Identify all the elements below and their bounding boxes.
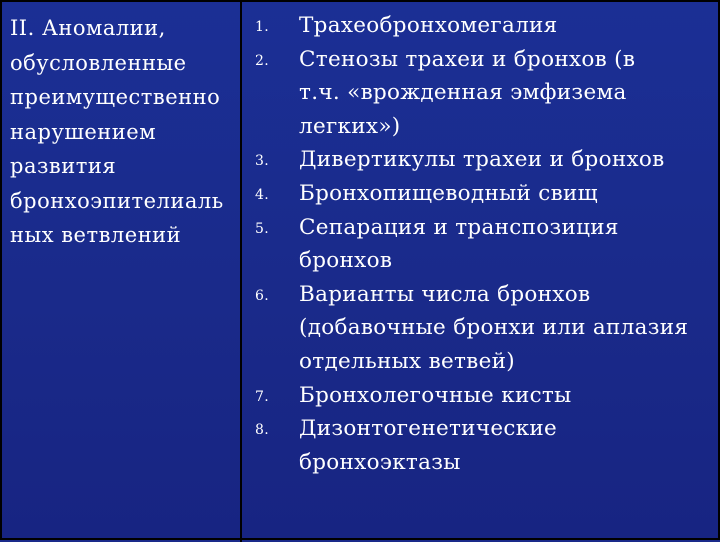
list-item <box>242 211 720 278</box>
list-item <box>242 9 720 43</box>
item-number: 8. <box>255 422 269 439</box>
item-number: 3. <box>255 153 269 170</box>
item-text: Сепарация и транспозиция <box>299 214 619 240</box>
heading-line: обусловленные <box>10 50 187 75</box>
heading-line: ных ветвлений <box>10 223 182 247</box>
list-item <box>242 379 720 413</box>
category-heading <box>10 11 238 253</box>
item-number: 6. <box>255 287 269 304</box>
item-text: Стенозы трахеи и бронхов (в <box>299 46 636 72</box>
item-text: Варианты числа бронхов <box>299 281 591 307</box>
heading-line: II. Аномалии, <box>10 16 166 40</box>
item-text: (добавочные бронхи или аплазия <box>299 315 689 341</box>
list-item <box>242 412 720 479</box>
item-number: 5. <box>255 220 269 237</box>
item-text: бронхов <box>299 248 393 274</box>
list-item <box>242 177 720 211</box>
list-item <box>242 143 720 177</box>
item-number: 2. <box>255 52 269 69</box>
item-text: Трахеобронхомегалия <box>299 13 558 38</box>
item-text: бронхоэктазы <box>299 449 461 475</box>
item-text: т.ч. «врожденная эмфизема <box>299 80 627 106</box>
item-text: легких») <box>299 113 401 139</box>
item-number: 4. <box>255 186 269 203</box>
item-number: 7. <box>255 388 269 405</box>
item-number: 1. <box>255 19 269 35</box>
heading-line: преимущественно <box>10 85 221 109</box>
item-text: Дизонтогенетические <box>299 416 558 442</box>
item-text: Дивертикулы трахеи и бронхов <box>299 147 665 173</box>
list-item <box>242 43 720 144</box>
item-text: Бронхопищеводный свищ <box>299 180 598 206</box>
list-item <box>242 278 720 379</box>
heading-line: бронхоэпителиаль <box>10 188 224 213</box>
heading-line: нарушением <box>10 119 157 144</box>
item-text: Бронхолегочные кисты <box>299 382 572 408</box>
anomaly-list <box>242 9 720 479</box>
item-text: отдельных ветвей) <box>299 348 515 374</box>
heading-line: развития <box>10 154 117 178</box>
